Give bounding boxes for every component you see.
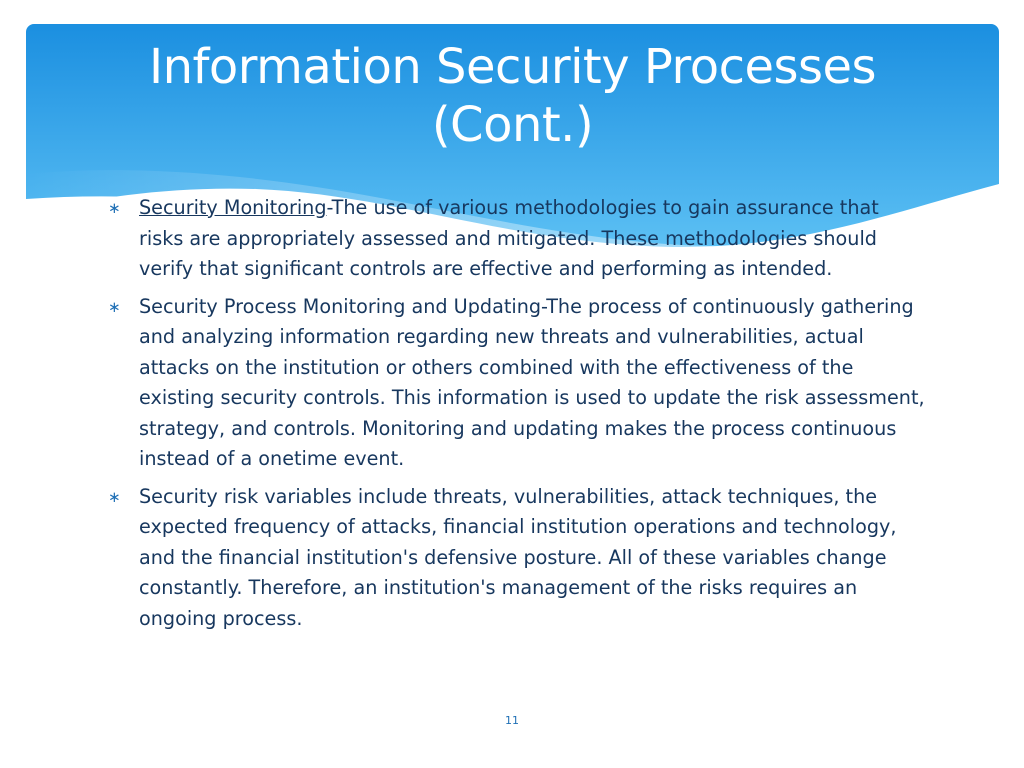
slide-title-line-2: (Cont.) [431, 97, 594, 153]
page-number: 11 [505, 714, 519, 727]
bullet-item-risk-variables [108, 482, 928, 635]
slide-title-line-1: Information Security Processes [148, 39, 877, 95]
bullet-star-icon: ∗ [108, 199, 121, 217]
bullet-term-link[interactable]: Security Monitoring [139, 196, 327, 219]
bullet-item-process-monitoring [108, 292, 928, 475]
bullet-star-icon: ∗ [108, 297, 121, 316]
bullet-text: -The process of continuously gathering and analyzing information regarding new threats and vulnerabilities, actual attacks on the institution or others combined with the effectiveness of the existing security controls. This information is used to update the risk assessment, strategy, and controls. Monitoring and updating makes the process continuous instead of a onetime event. [139, 294, 925, 470]
bullet-text: -The use of various methodologies to gain assurance that risks are appropriately assessed and mitigated. These methodologies should verify that significant controls are effective and performing as intended. [139, 196, 879, 280]
bullet-term: Security risk variables [139, 484, 352, 508]
bullet-term: Security Process Monitoring and Updating [139, 294, 542, 318]
slide-title [26, 38, 999, 154]
bullet-star-icon: ∗ [108, 487, 121, 506]
bullet-text: include threats, vulnerabilities, attack techniques, the expected frequency of attacks, financial institution operations and technology, and the financial institution's defensive posture. All of these variables change constantly. Therefore, an institution's management of the risks requires an ongoing process. [139, 484, 897, 630]
bullet-list [108, 193, 928, 641]
bullet-item-security-monitoring [108, 193, 928, 285]
